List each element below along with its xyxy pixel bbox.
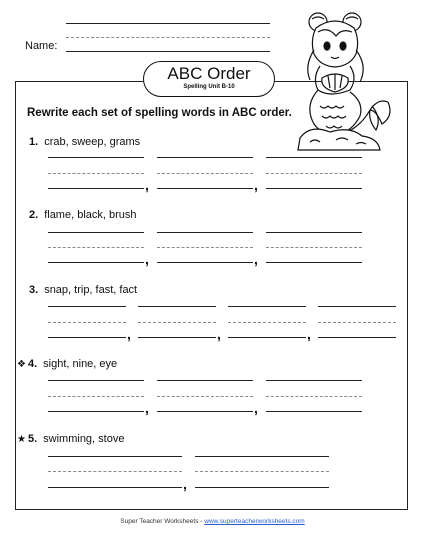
answer-guide: [266, 247, 362, 248]
question-1: [29, 136, 140, 148]
page-subtitle: Spelling Unit B-10: [183, 84, 235, 90]
comma: ,: [145, 177, 149, 193]
answer-line-3d[interactable]: [318, 337, 396, 338]
answer-line-4b[interactable]: [157, 411, 253, 412]
answer-guide: [266, 173, 362, 174]
star-marker-icon: ★: [17, 434, 26, 445]
question-words: sight, nine, eye: [43, 358, 118, 370]
answer-line-1a[interactable]: [48, 188, 144, 189]
answer-line-2b[interactable]: [157, 262, 253, 263]
comma: ,: [127, 326, 131, 342]
answer-line-4c[interactable]: [266, 411, 362, 412]
word-line: [266, 232, 362, 233]
name-label: Name:: [25, 40, 58, 52]
comma: ,: [307, 326, 311, 342]
answer-guide: [48, 173, 144, 174]
answer-guide: [138, 322, 216, 323]
footer-text: Super Teacher Worksheets -: [120, 518, 205, 525]
answer-line-4a[interactable]: [48, 411, 144, 412]
comma: ,: [183, 476, 187, 492]
answer-line-1b[interactable]: [157, 188, 253, 189]
answer-guide: [48, 396, 144, 397]
question-3: [29, 284, 137, 296]
word-line: [48, 232, 144, 233]
answer-guide: [157, 173, 253, 174]
answer-line-3b[interactable]: [138, 337, 216, 338]
header-line-top: [66, 23, 270, 24]
word-line: [266, 157, 362, 158]
word-line: [48, 456, 182, 457]
answer-guide: [266, 396, 362, 397]
question-number: 2.: [29, 209, 39, 221]
name-field[interactable]: [66, 51, 270, 52]
question-number: 5.: [27, 433, 38, 445]
page-title: ABC Order: [167, 64, 251, 83]
instructions: Rewrite each set of spelling words in ABC order.: [27, 107, 292, 119]
answer-guide: [318, 322, 396, 323]
word-line: [157, 232, 253, 233]
question-words: flame, black, brush: [44, 209, 137, 221]
word-line: [228, 306, 306, 307]
question-4: [17, 358, 117, 370]
answer-line-3a[interactable]: [48, 337, 126, 338]
answer-guide: [195, 471, 329, 472]
comma: ,: [145, 251, 149, 267]
question-number: 1.: [29, 136, 39, 148]
answer-guide: [48, 471, 182, 472]
comma: ,: [145, 400, 149, 416]
question-2: [29, 209, 137, 221]
word-line: [318, 306, 396, 307]
comma: ,: [254, 177, 258, 193]
answer-guide: [48, 247, 144, 248]
question-5: [17, 433, 124, 445]
comma: ,: [254, 400, 258, 416]
comma: ,: [217, 326, 221, 342]
word-line: [48, 306, 126, 307]
word-line: [157, 157, 253, 158]
diamond-marker-icon: ❖: [17, 359, 26, 370]
answer-line-2c[interactable]: [266, 262, 362, 263]
answer-line-5a[interactable]: [48, 487, 182, 488]
question-words: crab, sweep, grams: [44, 136, 141, 148]
answer-guide: [157, 396, 253, 397]
answer-guide: [157, 247, 253, 248]
word-line: [48, 380, 144, 381]
question-words: snap, trip, fast, fact: [44, 284, 138, 296]
word-line: [48, 157, 144, 158]
header-line-dashed: [66, 37, 270, 38]
comma: ,: [254, 251, 258, 267]
question-words: swimming, stove: [43, 433, 125, 445]
word-line: [266, 380, 362, 381]
mermaid-illustration: [290, 6, 395, 156]
footer-link[interactable]: www.superteacherworksheets.com: [204, 518, 305, 525]
answer-guide: [48, 322, 126, 323]
answer-line-3c[interactable]: [228, 337, 306, 338]
word-line: [195, 456, 329, 457]
answer-line-2a[interactable]: [48, 262, 144, 263]
word-line: [157, 380, 253, 381]
word-line: [138, 306, 216, 307]
footer: [0, 518, 425, 525]
answer-line-1c[interactable]: [266, 188, 362, 189]
answer-guide: [228, 322, 306, 323]
question-number: 4.: [27, 358, 38, 370]
answer-line-5b[interactable]: [195, 487, 329, 488]
question-number: 3.: [29, 284, 39, 296]
